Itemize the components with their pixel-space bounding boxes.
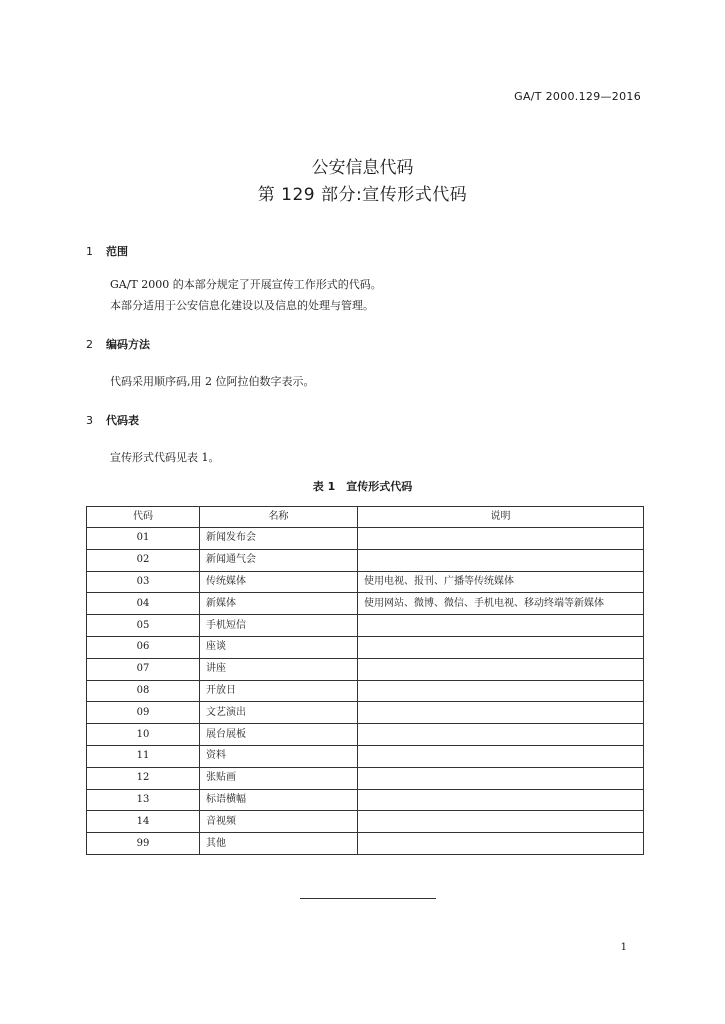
code-table: [86, 506, 644, 855]
table-row: [87, 615, 644, 637]
section-title: 编码方法: [106, 338, 150, 351]
section-heading-2: [86, 336, 150, 352]
column-header-description: 说明: [358, 507, 644, 528]
document-subtitle: 第 129 部分:宣传形式代码: [257, 185, 468, 205]
table-row: [87, 680, 644, 702]
cell-name: 资料: [200, 745, 358, 767]
table-row: [87, 593, 644, 615]
cell-code: 12: [87, 767, 200, 789]
cell-description: [358, 724, 644, 746]
section-heading-3: [86, 412, 139, 428]
table-row: [87, 811, 644, 833]
table-row: [87, 658, 644, 680]
cell-name: 新闻通气会: [200, 549, 358, 571]
cell-description: [358, 745, 644, 767]
table-row: [87, 702, 644, 724]
table-row: [87, 833, 644, 855]
column-header-name: 名称: [200, 507, 358, 528]
cell-description: 使用网站、微博、微信、手机电视、移动终端等新媒体: [358, 593, 644, 615]
cell-description: [358, 658, 644, 680]
section-title: 代码表: [106, 414, 139, 427]
cell-code: 01: [87, 528, 200, 550]
paragraph: 本部分适用于公安信息化建设以及信息的处理与管理。: [110, 299, 374, 312]
cell-code: 14: [87, 811, 200, 833]
cell-name: 座谈: [200, 636, 358, 658]
table-row: [87, 724, 644, 746]
cell-code: 04: [87, 593, 200, 615]
cell-code: 10: [87, 724, 200, 746]
cell-name: 传统媒体: [200, 571, 358, 593]
table-row: [87, 636, 644, 658]
cell-name: 文艺演出: [200, 702, 358, 724]
end-rule: [300, 898, 436, 899]
cell-description: 使用电视、报刊、广播等传统媒体: [358, 571, 644, 593]
cell-description: [358, 789, 644, 811]
section-number: 2: [86, 338, 93, 351]
cell-description: [358, 702, 644, 724]
cell-name: 展台展板: [200, 724, 358, 746]
section-number: 1: [86, 245, 93, 258]
table-row: [87, 571, 644, 593]
cell-name: 新媒体: [200, 593, 358, 615]
cell-description: [358, 833, 644, 855]
cell-description: [358, 528, 644, 550]
cell-code: 09: [87, 702, 200, 724]
cell-name: 讲座: [200, 658, 358, 680]
cell-description: [358, 811, 644, 833]
cell-code: 99: [87, 833, 200, 855]
cell-name: 手机短信: [200, 615, 358, 637]
paragraph: 代码采用顺序码,用 2 位阿拉伯数字表示。: [110, 375, 315, 388]
table-row: [87, 745, 644, 767]
table-row: [87, 549, 644, 571]
cell-description: [358, 767, 644, 789]
cell-description: [358, 636, 644, 658]
cell-name: 新闻发布会: [200, 528, 358, 550]
section-title: 范围: [106, 245, 128, 258]
paragraph: GA/T 2000 的本部分规定了开展宣传工作形式的代码。: [110, 278, 382, 291]
table-row: [87, 767, 644, 789]
cell-name: 张贴画: [200, 767, 358, 789]
table-caption: 表 1 宣传形式代码: [312, 480, 413, 493]
paragraph: 宣传形式代码见表 1。: [110, 451, 220, 464]
table-row: [87, 528, 644, 550]
cell-code: 05: [87, 615, 200, 637]
cell-name: 音视频: [200, 811, 358, 833]
document-title: 公安信息代码: [311, 158, 414, 178]
cell-code: 07: [87, 658, 200, 680]
table-header-row: [87, 507, 644, 528]
cell-code: 11: [87, 745, 200, 767]
column-header-code: 代码: [87, 507, 200, 528]
cell-code: 06: [87, 636, 200, 658]
section-heading-1: [86, 243, 128, 259]
table-row: [87, 789, 644, 811]
cell-description: [358, 549, 644, 571]
cell-name: 开放日: [200, 680, 358, 702]
page-number: 1: [620, 942, 627, 953]
cell-name: 其他: [200, 833, 358, 855]
section-number: 3: [86, 414, 93, 427]
cell-description: [358, 680, 644, 702]
cell-code: 13: [87, 789, 200, 811]
cell-code: 08: [87, 680, 200, 702]
cell-name: 标语横幅: [200, 789, 358, 811]
cell-code: 03: [87, 571, 200, 593]
standard-number: GA/T 2000.129—2016: [514, 90, 641, 103]
cell-description: [358, 615, 644, 637]
cell-code: 02: [87, 549, 200, 571]
